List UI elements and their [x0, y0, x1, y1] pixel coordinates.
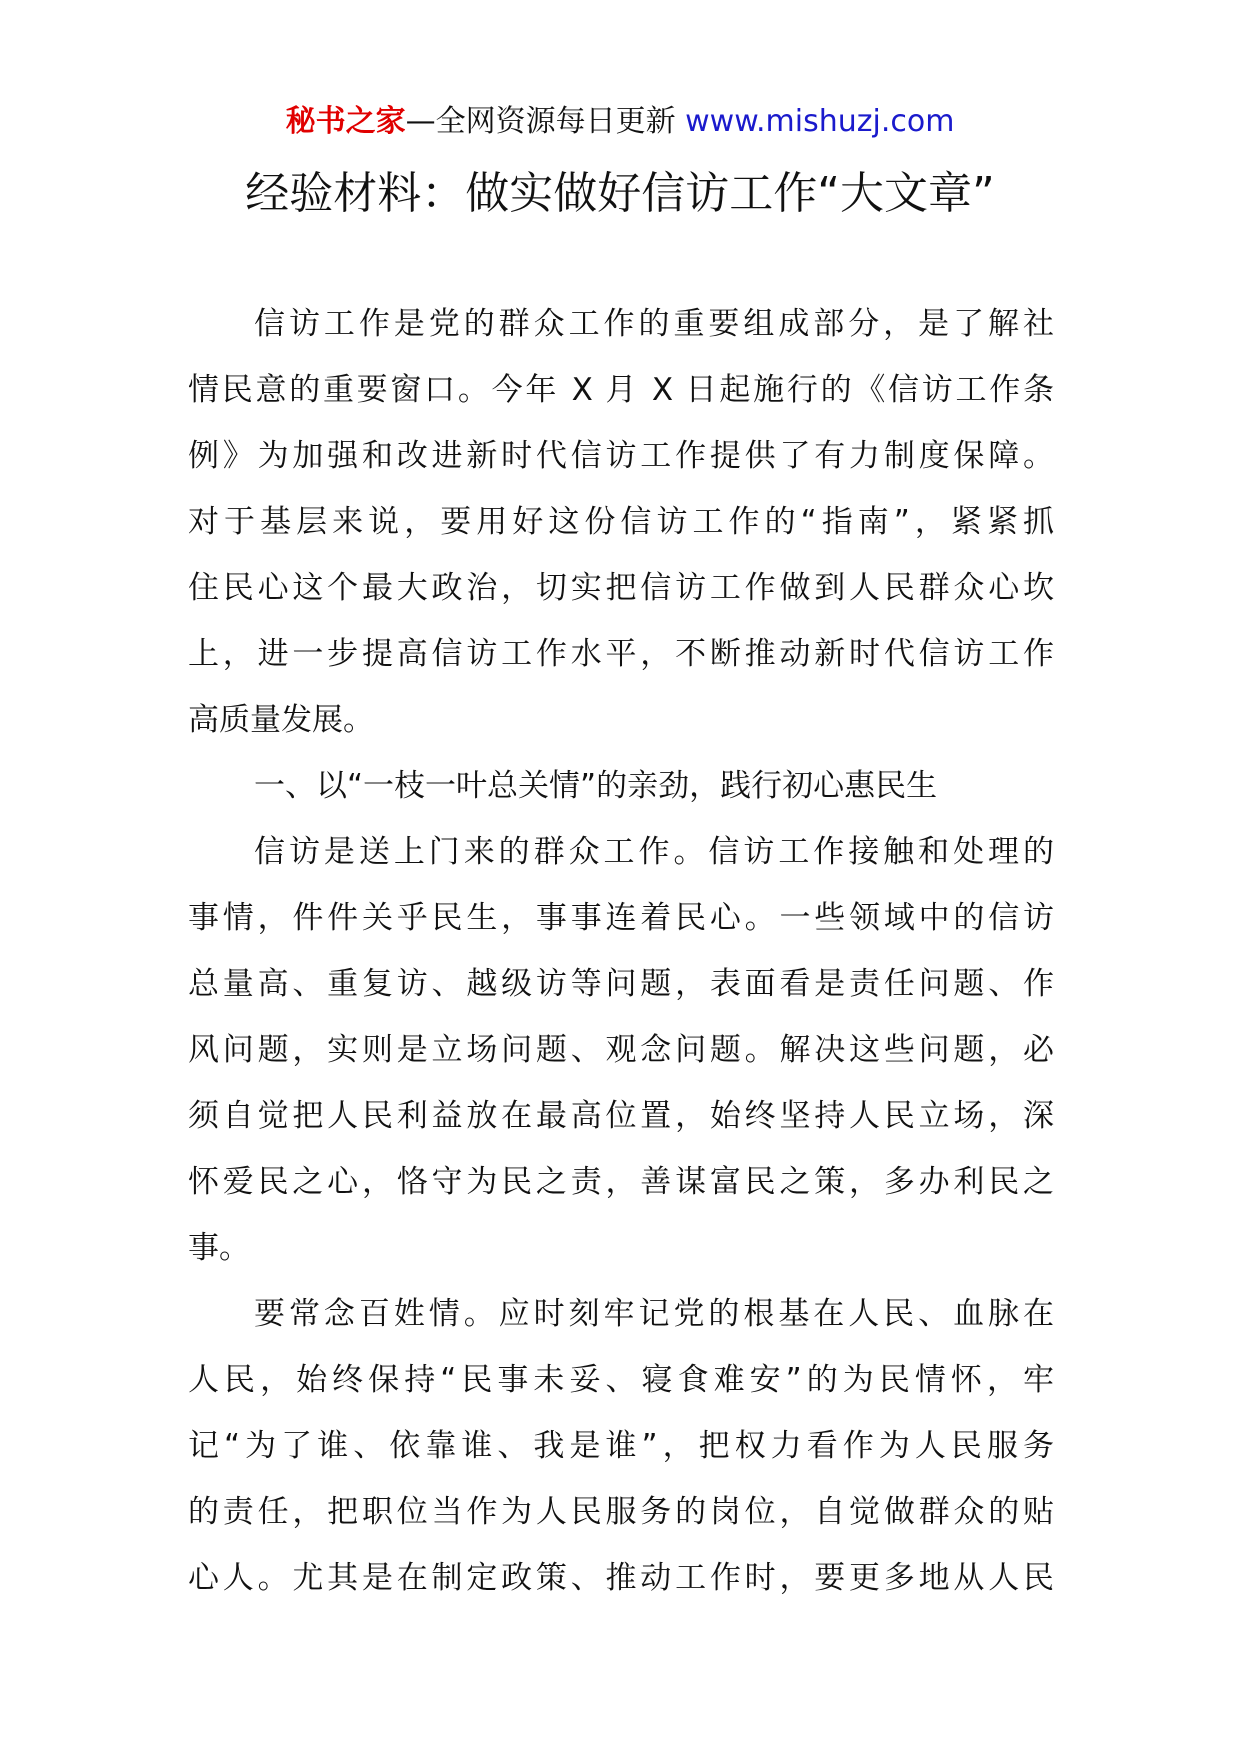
body-text-line: 怀爱民之心，恪守为民之责，善谋富民之策，多办利民之 [188, 1164, 1054, 1200]
body-text-line: 事情，件件关乎民生，事事连着民心。一些领域中的信访 [188, 900, 1054, 936]
body-text-line: 心人。尤其是在制定政策、推动工作时，要更多地从人民 [188, 1560, 1054, 1596]
body-text-line: 信访是送上门来的群众工作。信访工作接触和处理的 [254, 834, 1054, 870]
body-text-line: 人民，始终保持“民事未妥、寝食难安”的为民情怀，牢 [188, 1362, 1054, 1398]
body-text-line: 事。 [188, 1230, 250, 1266]
document-body [188, 291, 1054, 1611]
body-text-line: 高质量发展。 [188, 702, 374, 738]
site-tagline: —全网资源每日更新 [405, 104, 676, 139]
body-text-line: 情民意的重要窗口。今年 X 月 X 日起施行的《信访工作条 [188, 372, 1054, 408]
body-text-line: 的责任，把职位当作为人民服务的岗位，自觉做群众的贴 [188, 1494, 1054, 1530]
body-text-line: 例》为加强和改进新时代信访工作提供了有力制度保障。 [188, 438, 1054, 474]
body-text-line: 总量高、重复访、越级访等问题，表面看是责任问题、作 [188, 966, 1054, 1002]
body-text-line: 要常念百姓情。应时刻牢记党的根基在人民、血脉在 [254, 1296, 1054, 1332]
body-text-line: 上，进一步提高信访工作水平，不断推动新时代信访工作 [188, 636, 1054, 672]
document-title: 经验材料：做实做好信访工作“大文章” [245, 168, 995, 219]
body-text-line: 记“为了谁、依靠谁、我是谁”，把权力看作为人民服务 [188, 1428, 1054, 1464]
site-header [0, 100, 1240, 144]
body-text-line: 对于基层来说，要用好这份信访工作的“指南”，紧紧抓 [188, 504, 1054, 540]
body-text-line: 住民心这个最大政治，切实把信访工作做到人民群众心坎 [188, 570, 1054, 606]
body-text-line: 风问题，实则是立场问题、观念问题。解决这些问题，必 [188, 1032, 1054, 1068]
body-text-line: 信访工作是党的群众工作的重要组成部分，是了解社 [254, 306, 1054, 342]
brand-name: 秘书之家 [285, 104, 406, 139]
site-url[interactable]: www.mishuzj.com [685, 104, 955, 139]
body-text-line: 一、以“一枝一叶总关情”的亲劲，践行初心惠民生 [254, 768, 938, 804]
body-text-line: 须自觉把人民利益放在最高位置，始终坚持人民立场，深 [188, 1098, 1054, 1134]
